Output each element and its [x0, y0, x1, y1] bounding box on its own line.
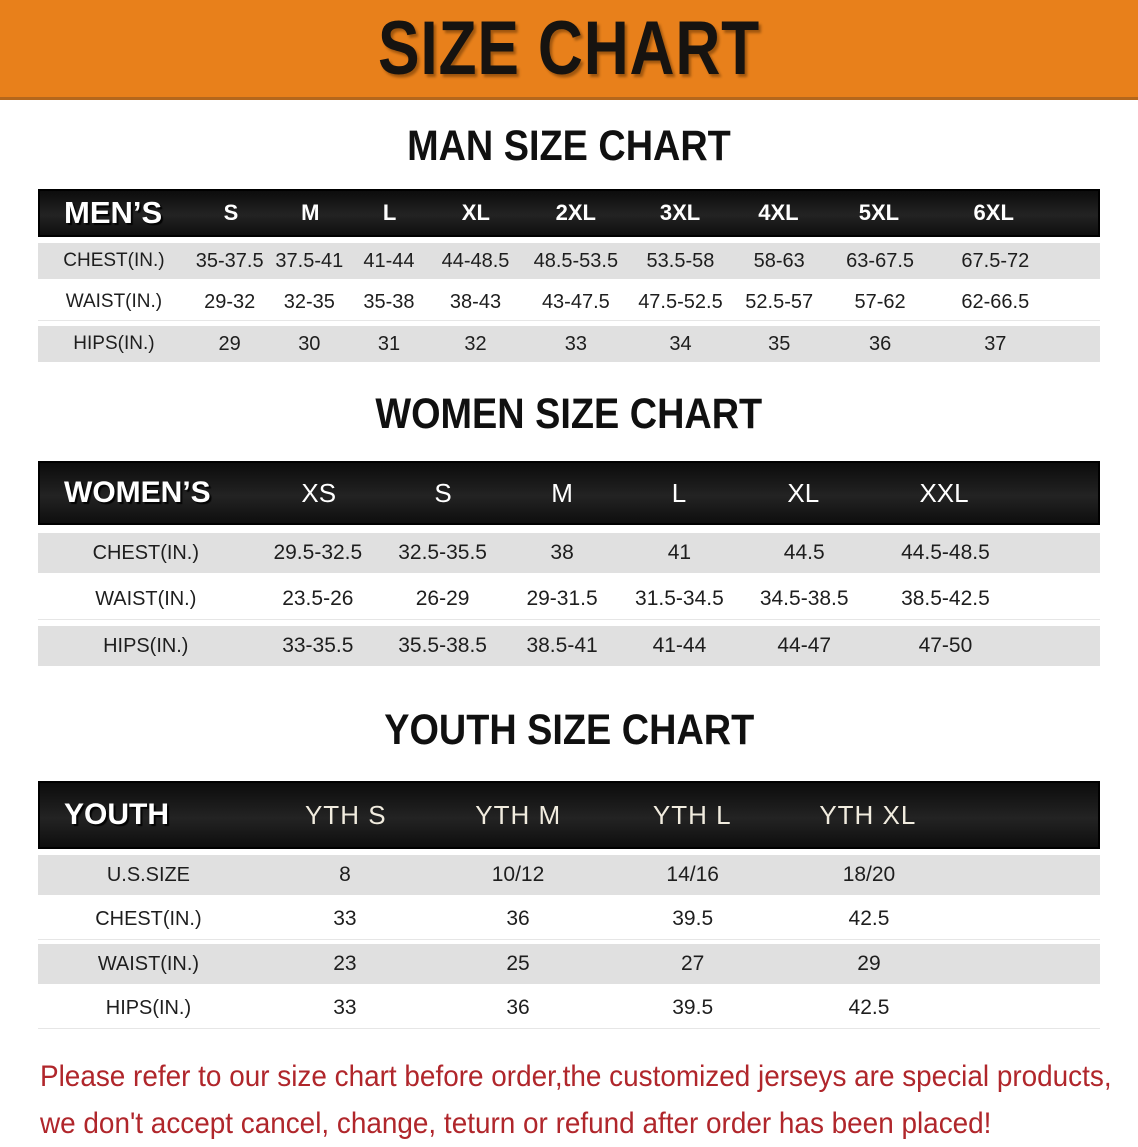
measurement-value: 30: [298, 332, 321, 355]
measurement-value: 33: [333, 907, 357, 930]
measurement-value: 52.5-57: [745, 290, 814, 313]
measurement-value: 32-35: [283, 290, 335, 313]
measurement-row-label: WAIST(IN.): [97, 952, 200, 975]
measurement-row-label: CHEST(IN.): [63, 250, 165, 271]
measurement-value: 44-48.5: [441, 249, 510, 272]
measurement-value: 8: [339, 863, 351, 886]
table-row: [38, 855, 1100, 895]
size-column-header: M: [551, 477, 573, 508]
measurement-value: 36: [868, 332, 892, 355]
measurement-value: 29-31.5: [526, 587, 598, 610]
size-column-header: 4XL: [758, 200, 799, 225]
measurement-value: 67.5-72: [961, 249, 1030, 272]
measurement-value: 53.5-58: [646, 249, 715, 272]
measurement-value: 44-47: [777, 634, 832, 657]
youth-size-table: [38, 781, 1100, 1029]
measurement-value: 58-63: [753, 249, 805, 272]
table-row: [38, 899, 1100, 940]
measurement-value: 38.5-41: [526, 634, 598, 657]
measurement-row-label: CHEST(IN.): [92, 541, 199, 564]
measurement-value: 10/12: [491, 863, 545, 886]
measurement-value: 38.5-42.5: [901, 587, 990, 610]
size-column-header: S: [434, 477, 452, 508]
measurement-row-label: HIPS(IN.): [103, 634, 189, 657]
table-row: [38, 533, 1100, 573]
table-row: [38, 944, 1100, 984]
measurement-value: 29.5-32.5: [273, 541, 363, 564]
measurement-value: 33-35.5: [282, 634, 354, 657]
measurement-value: 63-67.5: [846, 249, 915, 272]
size-column-header: L: [382, 200, 397, 225]
banner-title: SIZE CHART: [377, 6, 761, 91]
measurement-value: 35: [768, 332, 791, 355]
table-header-row: [38, 781, 1100, 849]
size-column-header: XS: [301, 477, 337, 508]
measurement-value: 47.5-52.5: [638, 290, 723, 313]
measurement-value: 38-43: [449, 290, 502, 313]
measurement-row-label: U.S.SIZE: [106, 863, 190, 886]
measurement-value: 31.5-34.5: [635, 587, 724, 610]
measurement-value: 48.5-53.5: [533, 249, 619, 272]
size-column-header: M: [301, 200, 320, 225]
measurement-value: 57-62: [854, 290, 906, 313]
measurement-value: 62-66.5: [961, 290, 1030, 313]
measurement-value: 42.5: [848, 907, 890, 930]
table-header-row: [38, 189, 1100, 237]
measurement-value: 33: [564, 332, 587, 355]
size-column-header: XL: [787, 477, 820, 508]
table-header-row: [38, 461, 1100, 525]
measurement-value: 41: [667, 541, 692, 564]
measurement-value: 44.5-48.5: [901, 541, 990, 564]
table-corner-label: MEN’S: [64, 195, 163, 230]
men-section-heading-text: MAN SIZE CHART: [407, 122, 731, 170]
measurement-row-label: HIPS(IN.): [105, 996, 192, 1019]
footer-note: [40, 1053, 1138, 1147]
measurement-value: 31: [377, 332, 401, 355]
measurement-value: 39.5: [672, 907, 714, 930]
women-section-heading: [0, 390, 1138, 439]
measurement-row-label: HIPS(IN.): [73, 333, 155, 354]
measurement-value: 32: [464, 332, 487, 355]
measurement-value: 18/20: [842, 863, 896, 886]
table-row: [38, 326, 1100, 362]
measurement-value: 41-44: [363, 249, 415, 272]
measurement-value: 27: [681, 952, 705, 975]
measurement-value: 26-29: [415, 587, 470, 610]
measurement-value: 36: [506, 907, 530, 930]
measurement-value: 35.5-38.5: [398, 634, 487, 657]
measurement-value: 36: [506, 996, 530, 1019]
table-row: [38, 579, 1100, 620]
measurement-row-label: WAIST(IN.): [95, 587, 197, 610]
table-row: [38, 988, 1100, 1029]
measurement-value: 37.5-41: [275, 249, 344, 272]
measurement-value: 34.5-38.5: [759, 587, 849, 610]
size-column-header: XXL: [919, 477, 969, 508]
table-row: [38, 626, 1100, 666]
measurement-value: 29: [218, 332, 241, 355]
measurement-row-label: WAIST(IN.): [65, 291, 163, 312]
youth-section-heading-text: YOUTH SIZE CHART: [383, 706, 754, 754]
men-section-heading: [0, 122, 1138, 171]
size-column-header: YTH L: [652, 799, 732, 830]
measurement-value: 34: [669, 332, 692, 355]
measurement-value: 39.5: [672, 996, 714, 1019]
measurement-value: 35-38: [363, 290, 415, 313]
measurement-value: 42.5: [848, 996, 890, 1019]
measurement-value: 43-47.5: [541, 290, 610, 313]
measurement-value: 29: [857, 952, 881, 975]
banner: [0, 0, 1138, 100]
footer-note-line-2: we don't accept cancel, change, teturn or refund after order has been placed!: [40, 1107, 992, 1140]
size-column-header: S: [223, 200, 239, 225]
measurement-row-label: CHEST(IN.): [95, 907, 202, 930]
measurement-value: 37: [984, 332, 1007, 355]
measurement-value: 41-44: [652, 634, 707, 657]
women-size-table: [38, 461, 1100, 666]
measurement-value: 29-32: [204, 290, 256, 313]
table-corner-label: YOUTH: [64, 798, 169, 831]
table-row: [38, 284, 1100, 321]
measurement-value: 47-50: [918, 634, 973, 657]
measurement-value: 32.5-35.5: [398, 541, 487, 564]
size-column-header: YTH M: [475, 799, 562, 830]
size-column-header: L: [671, 477, 687, 508]
footer-note-line-1: Please refer to our size chart before order,the customized jerseys are special products,: [40, 1060, 1112, 1093]
women-section-heading-text: WOMEN SIZE CHART: [375, 390, 763, 438]
measurement-value: 23: [333, 952, 357, 975]
measurement-value: 23.5-26: [282, 587, 354, 610]
measurement-value: 25: [506, 952, 530, 975]
measurement-value: 35-37.5: [195, 249, 264, 272]
measurement-value: 44.5: [783, 541, 825, 564]
youth-section-heading: [0, 706, 1138, 755]
size-column-header: 3XL: [659, 200, 701, 225]
measurement-value: 14/16: [666, 863, 719, 886]
table-corner-label: WOMEN’S: [64, 476, 211, 509]
measurement-value: 33: [333, 996, 357, 1019]
size-column-header: 5XL: [858, 200, 900, 225]
measurement-value: 38: [550, 541, 574, 564]
men-size-table: [38, 189, 1100, 362]
size-column-header: XL: [461, 200, 490, 225]
size-column-header: YTH S: [304, 799, 387, 830]
size-column-header: 2XL: [555, 200, 596, 225]
table-row: [38, 243, 1100, 279]
size-column-header: 6XL: [973, 200, 1014, 225]
size-column-header: YTH XL: [819, 799, 917, 830]
